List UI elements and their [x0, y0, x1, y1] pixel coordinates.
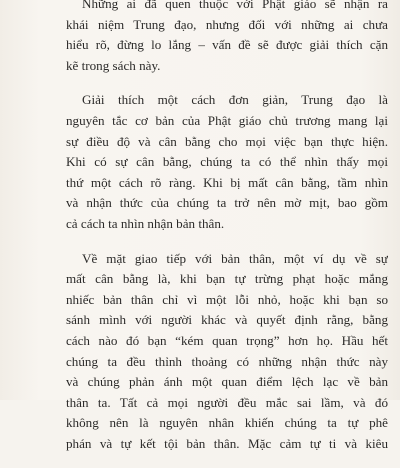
paragraph-3 — [66, 249, 388, 455]
text-line: nhiếc bản thân chỉ vì một lỗi nhỏ, hoặc khi bạn so — [66, 291, 388, 307]
text-line: không nên là nguyên nhân khiến chúng ta tự phê — [66, 415, 388, 431]
text-line: thân ta. Tất cả mọi người đều mắc sai lầm, và đó — [66, 394, 388, 410]
text-line: Những ai đã quen thuộc với Phật giáo sẽ nhận ra — [82, 0, 388, 11]
text-line: cách nào đó bạn “kém quan trọng” hơn họ. Hầu hết — [66, 332, 388, 348]
text-line: sánh mình với người khác và quyết định rằng, bằng — [66, 312, 388, 328]
text-line: nguyên tắc cơ bản của Phật giáo chủ trương mang lại — [66, 112, 388, 128]
paragraph-2 — [66, 90, 388, 234]
text-line: và chúng phản ánh một quan điểm lệch lạc về bản — [66, 374, 388, 390]
text-line: Khi có sự cân bằng, chúng ta có thể nhìn thấy mọi — [66, 154, 388, 170]
text-line: sự điều độ và cân bằng cho mọi việc bạn thực hiện. — [66, 133, 388, 149]
text-line: hiểu rõ, đừng lo lắng – vấn đề sẽ được giải thích cặn — [66, 37, 388, 53]
text-line: phán và tự kết tội bản thân. Mặc cảm tự ti và kiêu — [66, 435, 388, 451]
text-line: và nhận thức của chúng ta trở nên mờ mịt, bao gồm — [66, 195, 388, 211]
text-line: Về mặt giao tiếp với bản thân, một ví dụ về sự — [82, 250, 388, 266]
text-line: thứ một cách rõ ràng. Khi bị mất cân bằng, tầm nhìn — [66, 174, 388, 190]
body-text — [66, 0, 388, 468]
paragraph-1 — [66, 0, 388, 76]
text-line: chúng ta đều thỉnh thoảng có những nhận thức này — [66, 353, 388, 369]
text-line: kẽ trong sách này. — [66, 57, 161, 73]
text-line: cả cách ta nhìn nhận bản thân. — [66, 215, 225, 231]
text-line: Giải thích một cách đơn giản, Trung đạo là — [82, 92, 388, 108]
text-line: mất cân bằng là, khi bạn tự trừng phạt hoặc mắng — [66, 271, 388, 287]
text-line: khái niệm Trung đạo, nhưng đối với những ai chưa — [66, 16, 388, 32]
